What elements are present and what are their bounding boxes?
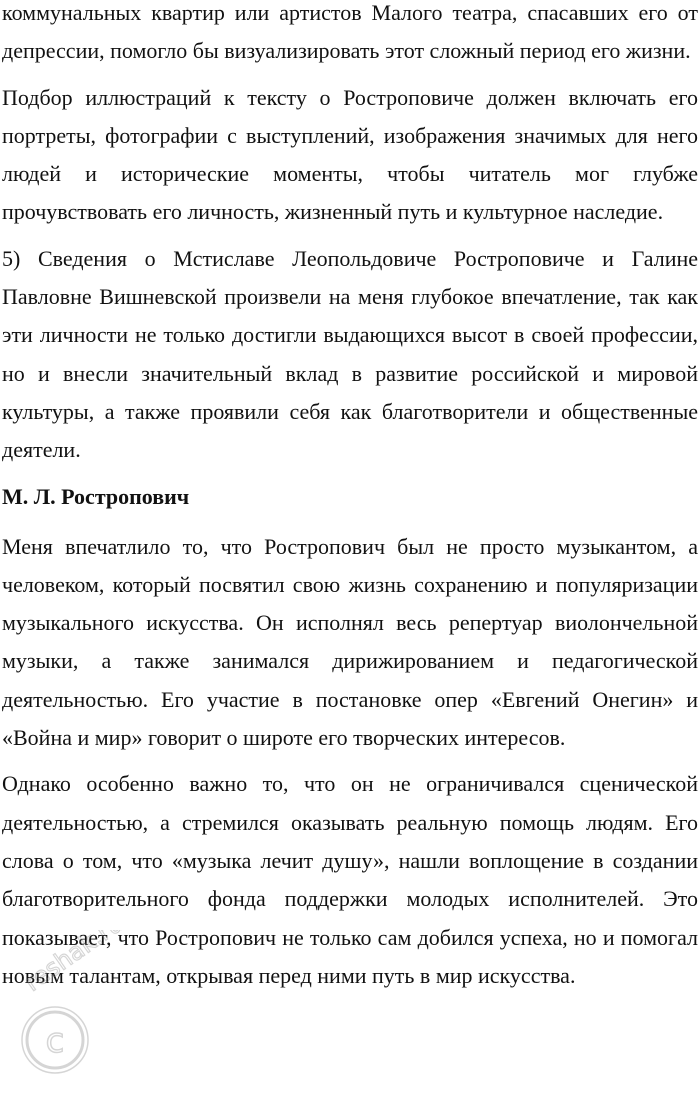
section-heading: М. Л. Ростропович — [2, 483, 190, 509]
svg-text:c: c — [45, 1021, 65, 1061]
paragraph-impressions: 5) Сведения о Мстиславе Леопольдовиче Ростроповиче и Галине Павловне Вишневской произвели на меня глубокое впечатление, так как эти личности не только достигли выдающихся высот в своей профессии, но и внесли значительный вклад в развитие российской и мировой культуры, а также проявили себя как благотворители и общественные деятели. — [2, 245, 698, 463]
document-page — [2, 0, 698, 1003]
paragraph-illustrations: Подбор иллюстраций к тексту о Ростроповиче должен включать его портреты, фотографии с выступлений, изображения значимых для него людей и исторические моменты, чтобы читатель мог глубже прочувствовать его личность, жизненный путь и культурное наследие. — [2, 84, 698, 225]
watermark-text: reshak.ru — [19, 930, 129, 997]
paragraph-communal-apartments: коммунальных квартир или артистов Малого театра, спасавших его от депрессии, помогло бы визуализировать этот сложный период его жизни. — [2, 0, 698, 64]
paragraph-musician: Меня впечатлило то, что Ростропович был не просто музыкантом, а человеком, который посвятил свою жизнь сохранению и популяризации музыкального искусства. Он исполнял весь репертуар виолончельной музыки, а также занимался дирижированием и педагогической деятельностью. Его участие в постановке опер «Евгений Онегин» и «Война и мир» говорит о широте его творческих интересов. — [2, 533, 698, 751]
paragraph-charity: Однако особенно важно то, что он не ограничивался сценической деятельностью, а стремился оказывать реальную помощь людям. Его слова о том, что «музыка лечит душу», нашли воплощение в создании благотворительного фонда поддержки молодых исполнителей. Это показывает, что Ростропович не только сам добился успеха, но и помогал новым талантам, открывая перед ними путь в мир искусства. — [2, 771, 698, 988]
